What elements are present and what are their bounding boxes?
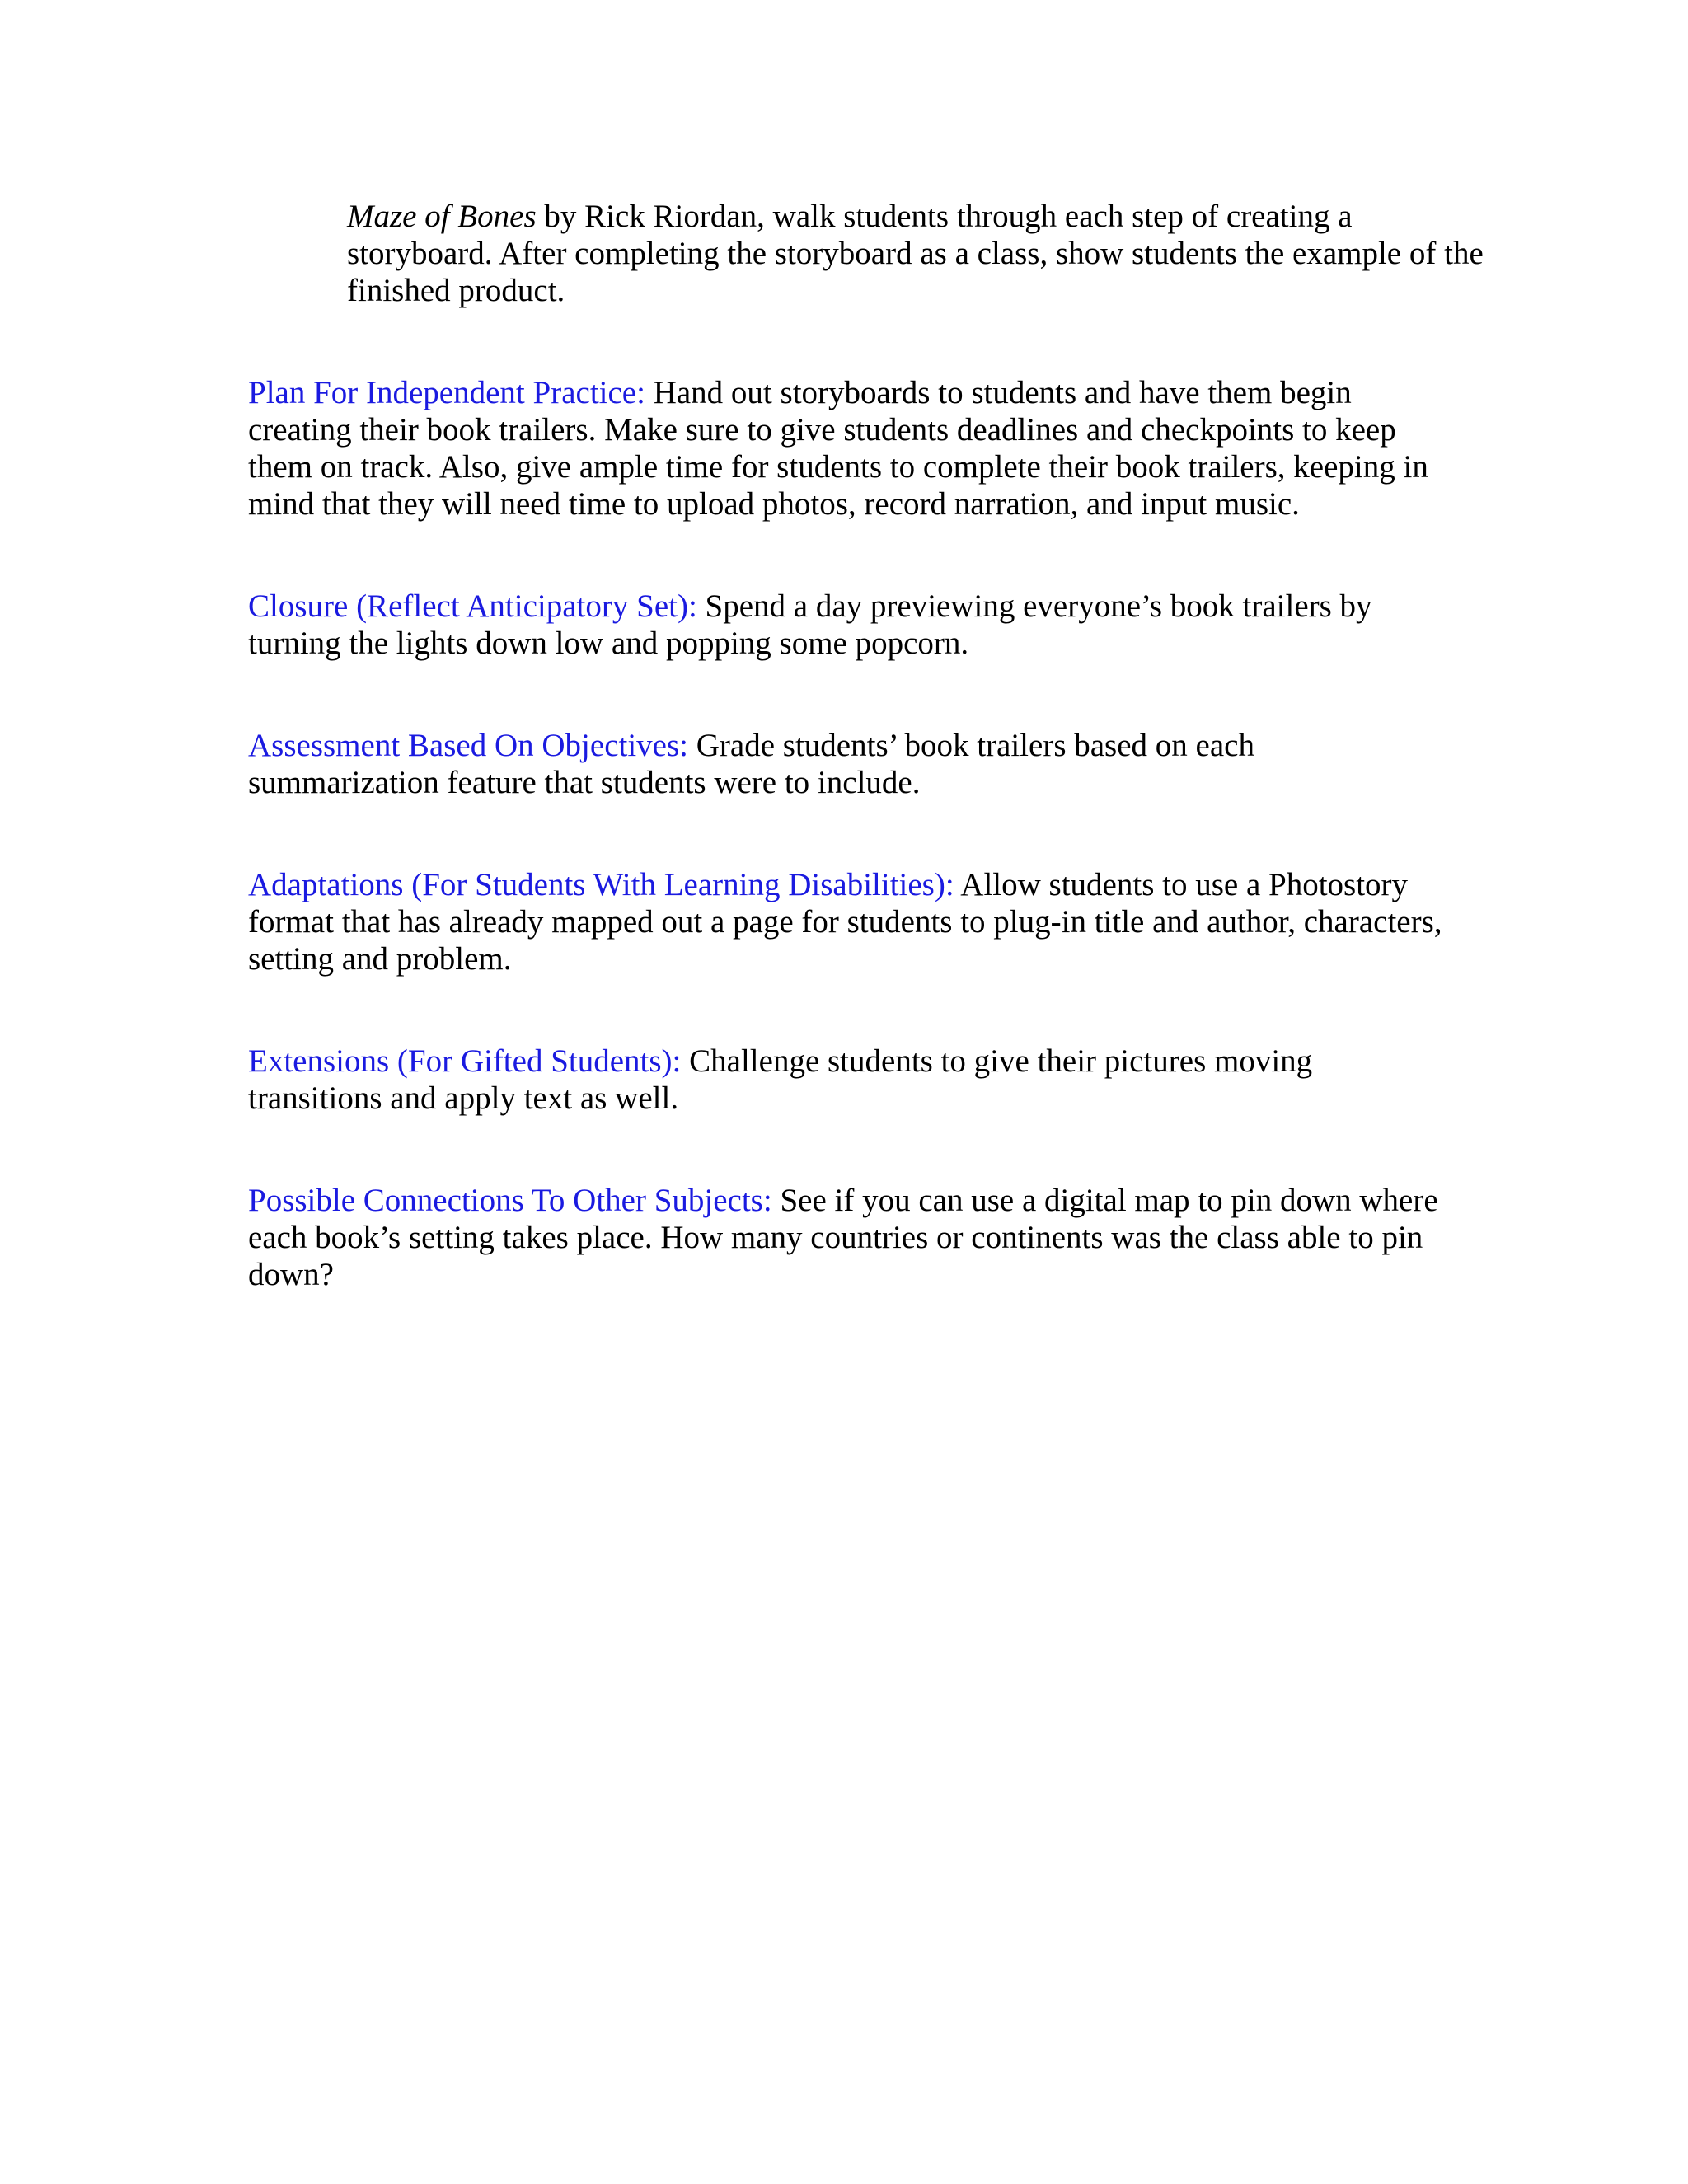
closure-paragraph	[248, 588, 1451, 662]
extensions-paragraph	[248, 1043, 1451, 1117]
independent-practice-text: Hand out storyboards to students and have them begin creating their book trailers. Make sure to give students deadlines and checkpoints to keep them on track. Also, give ample time for students to complete their book trailers, keeping in mind that they will need time to upload photos, record narration, and input music.	[248, 375, 1428, 522]
book-title: Maze of Bones	[347, 199, 537, 234]
assessment-heading: Assessment Based On Objectives:	[248, 728, 689, 763]
adaptations-heading: Adaptations (For Students With Learning Disabilities):	[248, 867, 954, 902]
independent-practice-heading: Plan For Independent Practice:	[248, 375, 645, 410]
closure-heading: Closure (Reflect Anticipatory Set):	[248, 588, 697, 624]
connections-paragraph	[248, 1182, 1451, 1293]
closure-text: Spend a day previewing everyone’s book trailers by turning the lights down low and popping some popcorn.	[248, 588, 1372, 661]
connections-heading: Possible Connections To Other Subjects:	[248, 1183, 772, 1218]
assessment-paragraph	[248, 727, 1451, 801]
independent-practice-paragraph	[248, 374, 1451, 523]
connections-text: See if you can use a digital map to pin down where each book’s setting takes place. How many countries or continents was the class able to pin down?	[248, 1183, 1438, 1292]
adaptations-text: Allow students to use a Photostory format that has already mapped out a page for students to plug-in title and author, characters, setting and problem.	[248, 867, 1442, 977]
extensions-heading: Extensions (For Gifted Students):	[248, 1043, 682, 1079]
adaptations-paragraph	[248, 866, 1451, 977]
extensions-text: Challenge students to give their pictures moving transitions and apply text as well.	[248, 1043, 1313, 1116]
assessment-text: Grade students’ book trailers based on each summarization feature that students were to include.	[248, 728, 1254, 800]
intro-paragraph	[347, 198, 1484, 309]
intro-text: by Rick Riordan, walk students through each step of creating a storyboard. After completing the storyboard as a class, show students the example of the finished product.	[347, 199, 1484, 308]
